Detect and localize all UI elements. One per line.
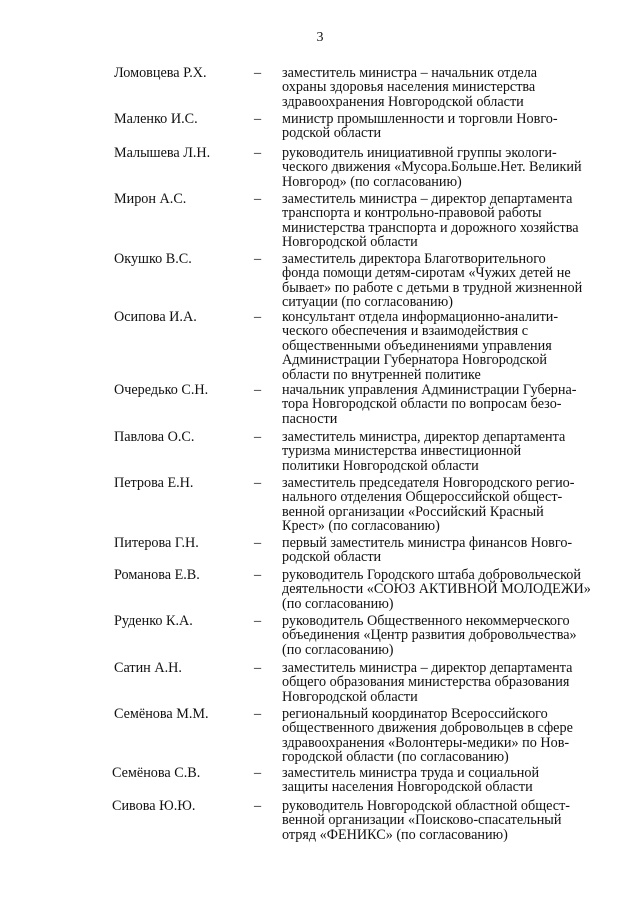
member-name: Мирон А.С. [114, 191, 187, 207]
member-position [282, 799, 602, 842]
member-name: Павлова О.С. [114, 429, 195, 445]
position-line: здравоохранения «Волонтеры-медики» по Нов- [282, 734, 570, 751]
dash-separator: – [254, 660, 262, 676]
position-line: венной организации «Поисково-спасательный [282, 812, 562, 829]
position-line: нального отделения Общероссийской общест- [282, 489, 563, 506]
member-position [282, 568, 602, 611]
member-position [282, 66, 602, 109]
position-line: Новгород» (по согласованию) [282, 173, 462, 190]
dash-separator: – [254, 798, 262, 814]
position-line: руководитель Общественного некоммерческого [282, 613, 570, 629]
member-position [282, 192, 602, 250]
position-line: туризма министерства инвестиционной [282, 443, 522, 460]
member-position [282, 766, 602, 795]
position-line: общественными объединениями управления [282, 337, 552, 354]
dash-separator: – [254, 111, 262, 127]
member-position [282, 112, 602, 141]
position-line: ческого движения «Мусора.Больше.Нет. Великий [282, 159, 582, 176]
member-position [282, 146, 602, 189]
position-line: региональный координатор Всероссийского [282, 706, 548, 722]
dash-separator: – [254, 309, 262, 325]
dash-separator: – [254, 251, 262, 267]
member-name: Малышева Л.Н. [114, 145, 211, 161]
dash-separator: – [254, 382, 262, 398]
position-line: ситуации (по согласованию) [282, 294, 453, 311]
position-line: Администрации Губернатора Новгородской [282, 352, 547, 369]
position-line: первый заместитель министра финансов Новго- [282, 535, 573, 551]
member-name: Руденко К.А. [114, 613, 193, 629]
dash-separator: – [254, 191, 262, 207]
member-name: Питерова Г.Н. [114, 535, 199, 551]
dash-separator: – [254, 765, 262, 781]
position-line: городской области (по согласованию) [282, 749, 509, 766]
member-name: Ломовцева Р.Х. [114, 65, 207, 81]
position-line: объединения «Центр развития добровольчества» [282, 627, 577, 644]
member-name: Маленко И.С. [114, 111, 198, 127]
position-line: венной организации «Российский Красный [282, 503, 544, 520]
member-position [282, 252, 602, 310]
position-line: заместитель министра – начальник отдела [282, 65, 538, 81]
position-line: Новгородской области [282, 234, 418, 251]
dash-separator: – [254, 535, 262, 551]
member-position [282, 707, 602, 765]
position-line: пасности [282, 410, 338, 427]
member-position [282, 476, 602, 534]
position-line: заместитель министра, директор департамента [282, 429, 566, 445]
position-line: родской области [282, 549, 382, 566]
position-line: начальник управления Администрации Губерна- [282, 382, 577, 398]
position-line: Крест» (по согласованию) [282, 518, 440, 535]
position-line: общественного движения добровольцев в сфере [282, 720, 573, 737]
dash-separator: – [254, 567, 262, 583]
position-line: транспорта и контрольно-правовой работы [282, 205, 542, 222]
position-line: Новгородской области [282, 688, 418, 705]
position-line: отряд «ФЕНИКС» (по согласованию) [282, 826, 508, 843]
dash-separator: – [254, 65, 262, 81]
position-line: заместитель директора Благотворительного [282, 251, 546, 267]
position-line: родской области [282, 125, 382, 142]
position-line: (по согласованию) [282, 595, 394, 612]
position-line: консультант отдела информационно-аналити- [282, 309, 559, 325]
member-name: Очередько С.Н. [114, 382, 209, 398]
position-line: общего образования министерства образования [282, 674, 570, 691]
position-line: ческого обеспечения и взаимодействия с [282, 323, 529, 340]
member-position [282, 383, 602, 426]
dash-separator: – [254, 475, 262, 491]
position-line: заместитель министра – директор департамента [282, 660, 573, 676]
position-line: заместитель министра – директор департамента [282, 191, 573, 207]
position-line: здравоохранения Новгородской области [282, 93, 524, 110]
position-line: руководитель Новгородской областной общест- [282, 798, 571, 814]
member-name: Окушко В.С. [114, 251, 192, 267]
member-name: Сатин А.Н. [114, 660, 182, 676]
member-name: Осипова И.А. [114, 309, 197, 325]
dash-separator: – [254, 429, 262, 445]
position-line: заместитель министра труда и социальной [282, 765, 540, 781]
member-position [282, 430, 602, 473]
position-line: тора Новгородской области по вопросам безо- [282, 396, 562, 413]
position-line: области по внутренней политике [282, 366, 481, 383]
member-name: Романова Е.В. [114, 567, 200, 583]
member-name: Сивова Ю.Ю. [112, 798, 196, 814]
member-position [282, 536, 602, 565]
page-number: 3 [316, 30, 324, 45]
position-line: руководитель Городского штаба добровольческой [282, 567, 581, 583]
dash-separator: – [254, 706, 262, 722]
member-name: Семёнова М.М. [114, 706, 209, 722]
member-position [282, 661, 602, 704]
position-line: руководитель инициативной группы экологи- [282, 145, 557, 161]
dash-separator: – [254, 145, 262, 161]
position-line: (по согласованию) [282, 641, 394, 658]
member-position [282, 614, 602, 657]
dash-separator: – [254, 613, 262, 629]
position-line: министерства транспорта и дорожного хозяйства [282, 219, 579, 236]
member-name: Семёнова С.В. [112, 765, 201, 781]
member-position [282, 310, 602, 382]
position-line: заместитель председателя Новгородского регио- [282, 475, 575, 491]
position-line: политики Новгородской области [282, 457, 479, 474]
position-line: фонда помощи детям-сиротам «Чужих детей не [282, 265, 571, 282]
position-line: охраны здоровья населения министерства [282, 79, 536, 96]
position-line: министр промышленности и торговли Новго- [282, 111, 558, 127]
member-name: Петрова Е.Н. [114, 475, 194, 491]
position-line: защиты населения Новгородской области [282, 779, 533, 796]
position-line: деятельности «СОЮЗ АКТИВНОЙ МОЛОДЕЖИ» [282, 581, 591, 598]
position-line: бывает» по работе с детьми в трудной жизненной [282, 279, 583, 296]
